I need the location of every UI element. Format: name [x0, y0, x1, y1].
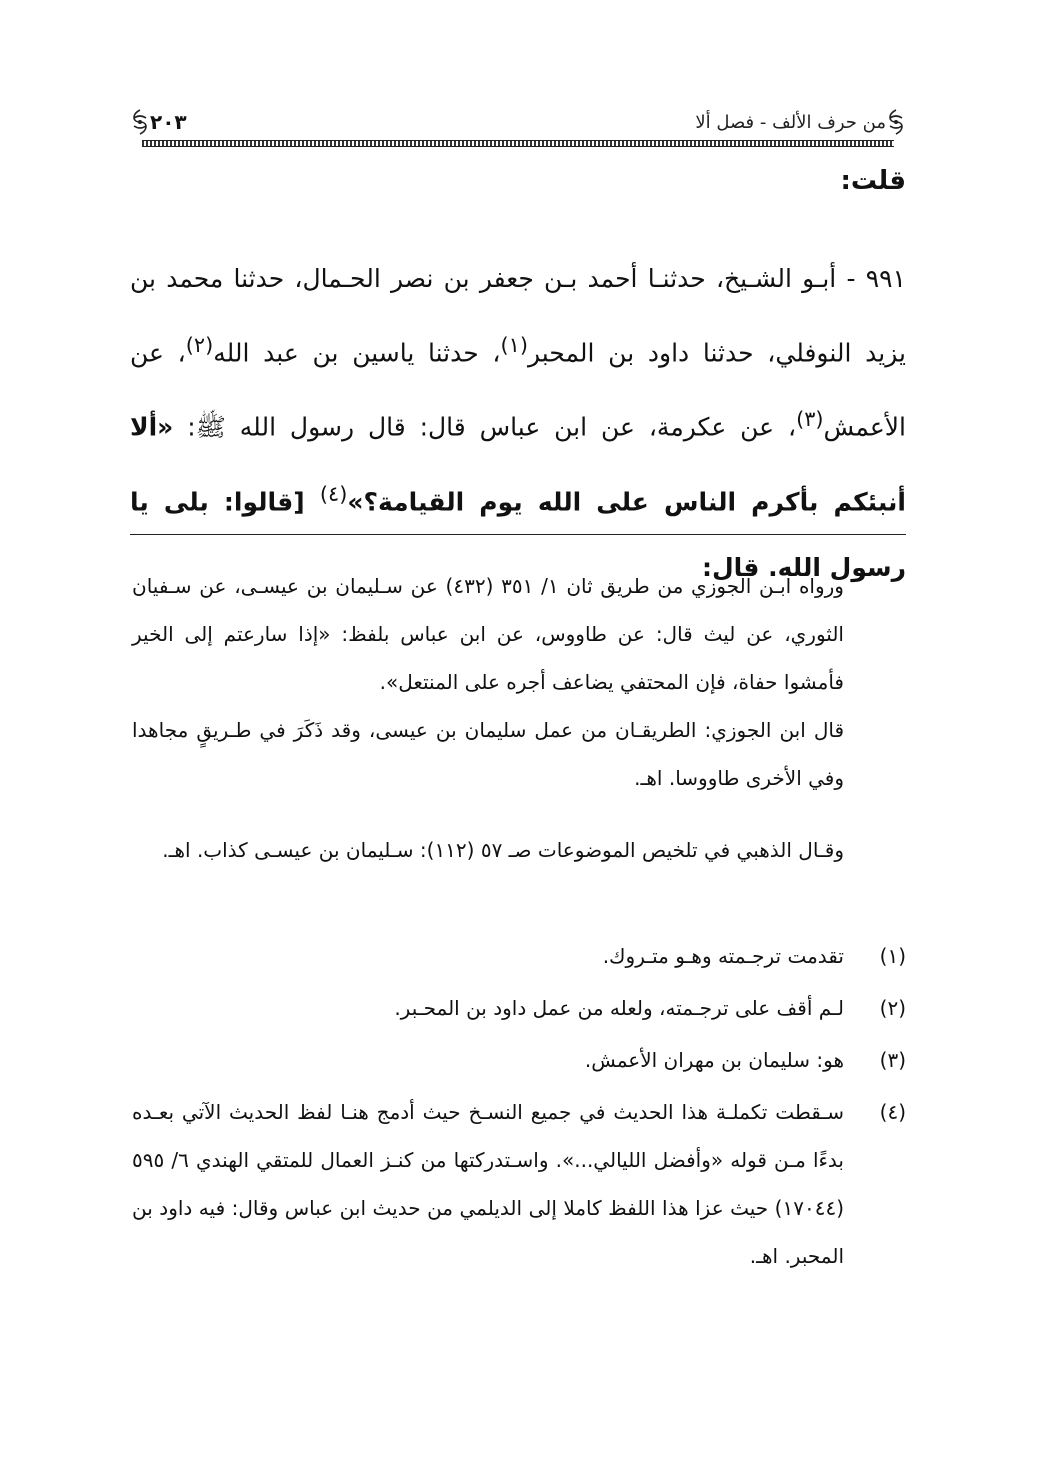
- text-run: ، عن عكرمة، عن ابن عباس قال: قال رسول الله ﷺ:: [173, 412, 797, 442]
- footnote-text: لـم أقف على ترجـمته، ولعله من عمل داود بن المحـبر.: [394, 996, 844, 1020]
- text-run: ، عن الأعمش: [130, 338, 906, 442]
- footnote-number: (٢): [879, 996, 906, 1020]
- hadith-quote: «ألا أنبئكم بأكرم الناس على الله يوم القيامة؟»: [130, 412, 906, 516]
- footnote-ref: (٤): [319, 481, 348, 506]
- footnote-ref: (٢): [185, 333, 214, 357]
- header-rule: [142, 140, 894, 147]
- footnote-number: (١): [879, 944, 906, 968]
- footnote-ref: (٣): [796, 407, 824, 432]
- footnote-number: (٤): [879, 1100, 906, 1124]
- text-run: ٩٩١ - أبـو الشـيخ، حدثنـا أحمد بـن جعفر بن نصر الحـمال، حدثنا محمد بن يزيد النوفلي، حدثنا داود بن المحبر: [130, 264, 907, 368]
- section-heading: قلت:: [840, 166, 906, 196]
- footnote-text: سـقطت تكملـة هذا الحديث في جميع النسـخ حيث أدمج هنـا لفظ الحديث الآتي بعـده بدءًا مـن قوله «وأفضل الليالي...». واسـتدركتها من كنـز العمال للمتقي الهندي ٦/ ٥٩٥ (١٧٠٤٤) حيث عزا هذا اللفظ كاملا إلى الديلمي من حديث ابن عباس وقال: فيه داود بن المحبر. اهـ.: [132, 1100, 844, 1268]
- footnote-text: هو: سليمان بن مهران الأعمش.: [584, 1048, 844, 1072]
- header-title: من حرف الألف - فصل ألا: [695, 112, 886, 133]
- ornament-icon: [884, 108, 908, 136]
- text-run: ، حدثنا ياسين بن عبد الله: [213, 338, 501, 368]
- page-number: ٢٠٣: [150, 110, 187, 134]
- running-header: [128, 100, 908, 146]
- ornament-icon: [128, 108, 152, 136]
- footnote-continuation: قال ابن الجوزي: الطريقـان من عمل سليمان بن عيسى، وقد ذَكَرَ في طـريقٍ مجاهدا وفي الأخرى طاووسا. اهـ.: [132, 718, 844, 790]
- text-run: [قالوا: بلى يا رسول الله. قال:: [130, 486, 906, 582]
- hadith-paragraph: [130, 246, 906, 601]
- footnote-continuation: ورواه ابـن الجوزي من طريق ثان ١/ ٣٥١ (٤٣٢) عن سـليمان بن عيسـى، عن سـفيان الثوري، عن ليث قال: عن طاووس، عن ابن عباس بلفظ: «إذا سارعتم إلى الخير فأمشوا حفاة، فإن المحتفي يضاعف أجره على المنتعل».: [132, 574, 844, 694]
- footnote-separator: [130, 534, 906, 535]
- footnote-ref: (١): [500, 333, 528, 357]
- footnote-continuation: وقـال الذهبي في تلخيص الموضوعات صـ ٥٧ (١١٢): سـليمان بن عيسـى كذاب. اهـ.: [162, 838, 844, 862]
- footnote-text: تقدمت ترجـمته وهـو متـروك.: [602, 944, 844, 968]
- footnote-number: (٣): [879, 1048, 906, 1072]
